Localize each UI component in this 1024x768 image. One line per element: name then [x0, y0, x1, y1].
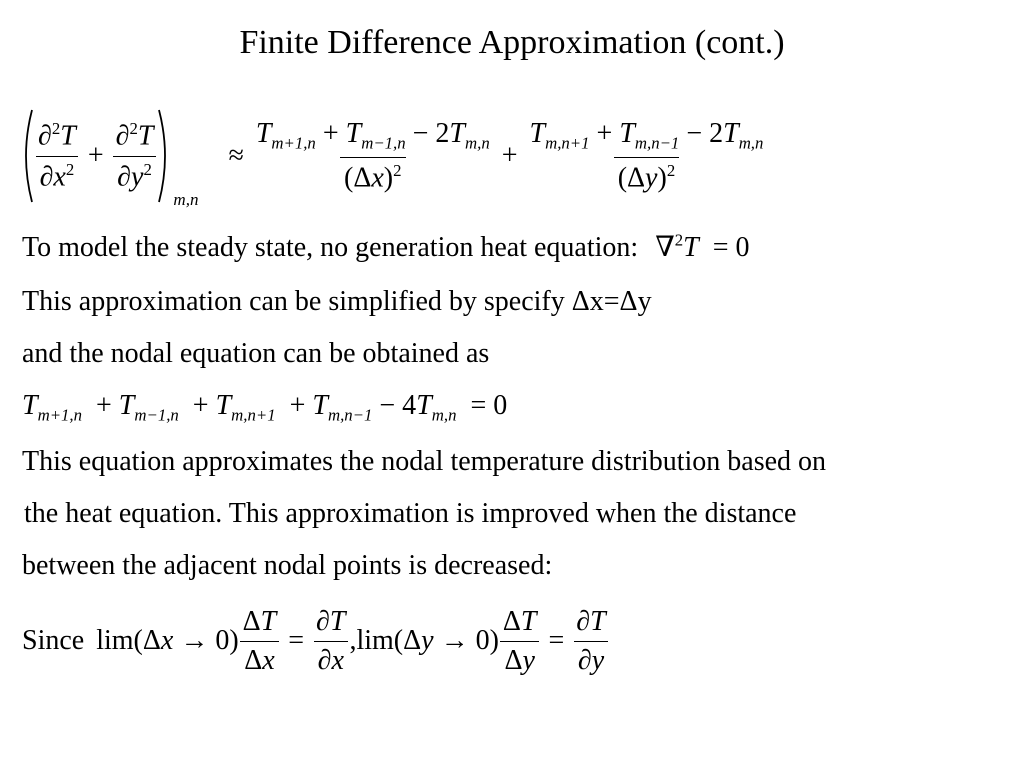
limit-equation: Since lim(Δx → 0) $\frac{\Delta T}{\Delta x}$ = $\frac{\partial T}{\partial x}$ ,lim(Δy → 0) $\frac{\Delta T}{\Delta y}$ = $\frac{\partial T}{\partial y}$ [22, 598, 610, 684]
x-difference-fraction: $\frac{T_{m+1,n} + T_{m-1,n} - 2T_{m,n}}{(\Delta x)^2}$ [255, 118, 490, 193]
approx-line-3: between the adjacent nodal points is decreased: [22, 550, 553, 581]
approx-line-1: This equation approximates the nodal temperature distribution based on [22, 446, 827, 477]
nodal-intro-line: and the nodal equation can be obtained as [22, 338, 490, 369]
partial-t-y-fraction: $\frac{\partial T}{\partial y}$ [572, 606, 609, 677]
finite-difference-equation: $\frac{\partial^2T}{\partial x^2}$ + $\frac{\partial^2T}{\partial y^2}$ m,n ≈ $\frac{T_{m+1,n} + T_{m-1,n} - 2T_{m,n}}{(\Delta x)^2}$ + $\frac{T_{m,n+1} + T_{m,n-1} - 2T_{m,n}}{(\Delta y)^2}$ [18, 106, 767, 206]
dt-dy-fraction: $\frac{\Delta T}{\Delta y}$ [499, 606, 541, 677]
right-paren [157, 108, 173, 204]
approx-line-2: the heat equation. This approximation is improved when the distance [24, 498, 797, 529]
partial-t-x-fraction: $\frac{\partial T}{\partial x}$ [312, 606, 349, 677]
left-paren [18, 108, 34, 204]
steady-state-line: To model the steady state, no generation heat equation: ∇$^2$T = 0 [22, 230, 750, 263]
slide-title: Finite Difference Approximation (cont.) [239, 24, 785, 61]
dt-dx-fraction: $\frac{\Delta T}{\Delta x}$ [239, 606, 281, 677]
laplacian-equation: ∇$^2$T = 0 [655, 230, 750, 263]
y-difference-fraction: $\frac{T_{m,n+1} + T_{m,n-1} - 2T_{m,n}}{(\Delta y)^2}$ [529, 118, 764, 193]
d2t-dy2-fraction: $\frac{\partial^2T}{\partial y^2}$ [112, 119, 158, 193]
simplify-line: This approximation can be simplified by specify Δx=Δy [22, 286, 652, 317]
nodal-equation: $T_{m+1,n} + T_{m-1,n} + T_{m,n+1} + T_{m,n-1} - 4T_{m,n} = 0$ [22, 390, 508, 425]
d2t-dx2-fraction: $\frac{\partial^2T}{\partial x^2}$ [34, 119, 80, 193]
since-label: Since [22, 625, 85, 656]
